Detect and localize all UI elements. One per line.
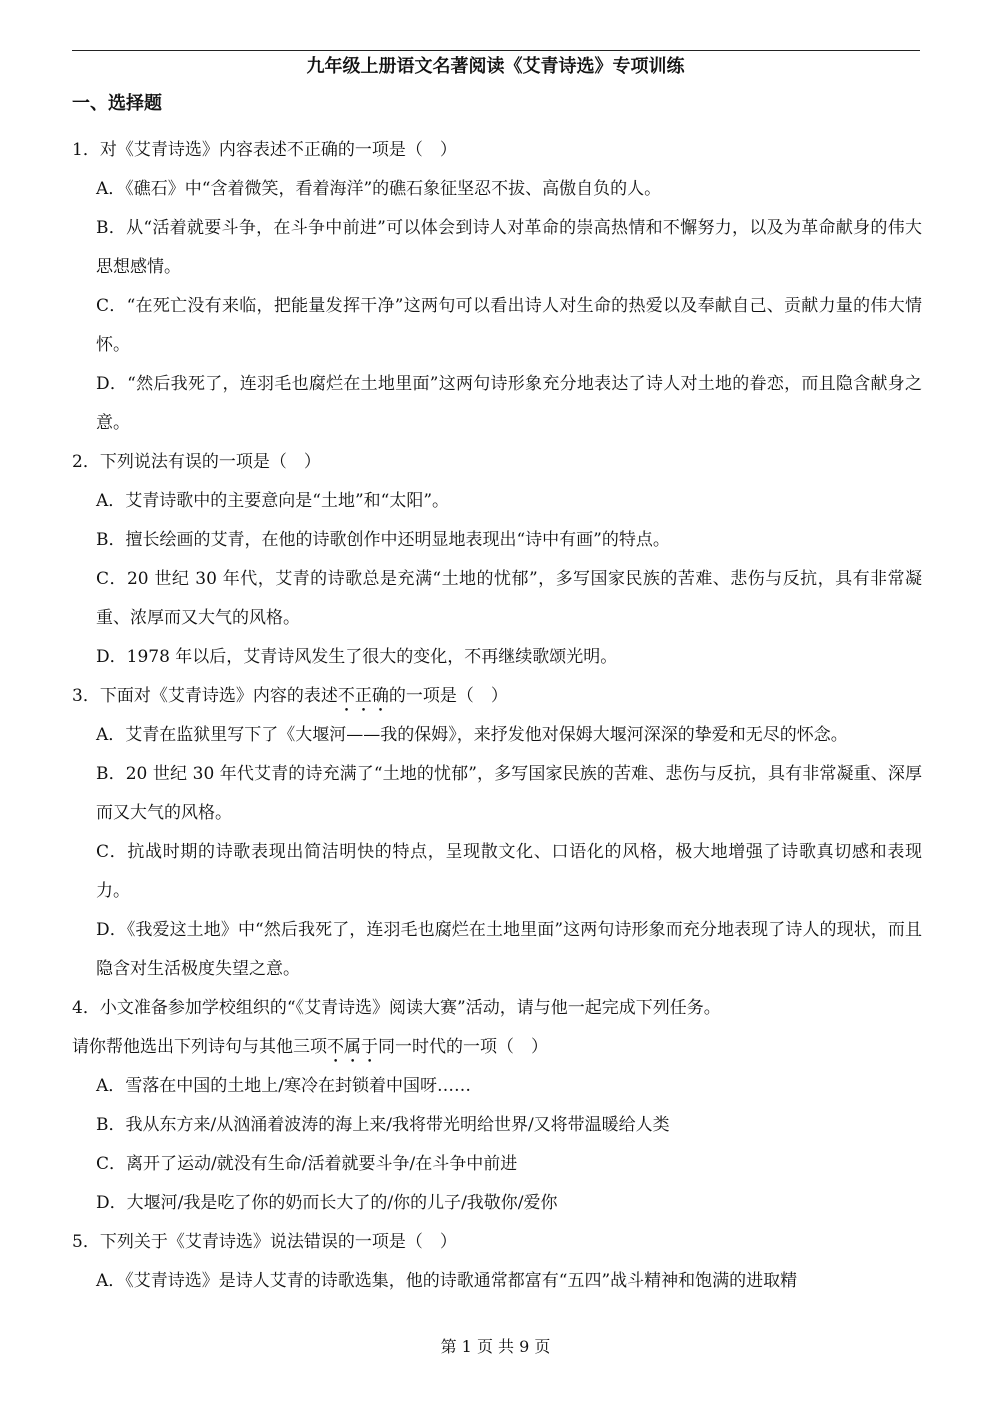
question-1-stem: 1．对《艾青诗选》内容表述不正确的一项是（ ） — [72, 140, 457, 160]
question-3-option-a: A．艾青在监狱里写下了《大堰河——我的保姆》，来抒发他对保姆大堰河深深的挚爱和无尽的怀念。 — [96, 725, 848, 745]
question-4-substem-after: 同一时代的一项（ ） — [378, 1037, 548, 1057]
question-4-option-d: D．大堰河/我是吃了你的奶而长大了的/你的儿子/我敬你/爱你 — [96, 1193, 558, 1213]
question-1-option-b: B．从“活着就要斗争，在斗争中前进”可以体会到诗人对革命的崇高热情和不懈努力，以及为革命献身的伟大思想感情。 — [96, 218, 922, 277]
page-footer: 第 1 页 共 9 页 — [440, 1337, 551, 1356]
question-1-option-d: D．“然后我死了，连羽毛也腐烂在土地里面”这两句诗形象充分地表达了诗人对土地的眷恋，而且隐含献身之意。 — [96, 374, 922, 433]
question-5-stem: 5．下列关于《艾青诗选》说法错误的一项是（ ） — [72, 1232, 457, 1252]
question-4-option-b: B．我从东方来/从汹涌着波涛的海上来/我将带光明给世界/又将带温暖给人类 — [96, 1115, 670, 1135]
question-2-option-b: B．擅长绘画的艾青，在他的诗歌创作中还明显地表现出“诗中有画”的特点。 — [96, 530, 670, 550]
question-3-stem-emphasis: 不正确 — [337, 686, 389, 706]
question-4-substem — [72, 1028, 922, 1067]
question-4-option-a: A．雪落在中国的土地上/寒冷在封锁着中国呀…… — [96, 1076, 472, 1096]
question-1-option-a: A．《礁石》中“含着微笑，看着海洋”的礁石象征坚忍不拔、高傲自负的人。 — [96, 179, 662, 199]
question-4-substem-emphasis: 不属于 — [327, 1037, 378, 1057]
header-rule — [72, 50, 920, 51]
question-3-option-b: B．20 世纪 30 年代艾青的诗充满了“土地的忧郁”，多写国家民族的苦难、悲伤与反抗，具有非常凝重、深厚而又大气的风格。 — [96, 764, 922, 823]
question-3-option-d: D．《我爱这土地》中“然后我死了，连羽毛也腐烂在土地里面”这两句诗形象而充分地表现了诗人的现状，而且隐含对生活极度失望之意。 — [96, 920, 922, 979]
question-2-option-d: D．1978 年以后，艾青诗风发生了很大的变化，不再继续歌颂光明。 — [96, 647, 618, 667]
question-4-option-c: C．离开了运动/就没有生命/活着就要斗争/在斗争中前进 — [96, 1154, 518, 1174]
question-4-stem: 4．小文准备参加学校组织的“《艾青诗选》阅读大赛”活动，请与他一起完成下列任务。 — [72, 998, 721, 1018]
question-2-stem: 2．下列说法有误的一项是（ ） — [72, 452, 321, 472]
section-heading: 一、选择题 — [72, 93, 162, 114]
question-3-stem-before: 3．下面对《艾青诗选》内容的表述 — [72, 686, 338, 706]
question-5-option-a: A．《艾青诗选》是诗人艾青的诗歌选集，他的诗歌通常都富有“五四”战斗精神和饱满的进取精 — [96, 1271, 798, 1291]
question-list — [72, 131, 922, 1301]
question-2-option-a: A．艾青诗歌中的主要意向是“土地”和“太阳”。 — [96, 491, 450, 511]
page-title: 九年级上册语文名著阅读《艾青诗选》专项训练 — [306, 56, 685, 77]
question-2-option-c: C．20 世纪 30 年代，艾青的诗歌总是充满“土地的忧郁”，多写国家民族的苦难、悲伤与反抗，具有非常凝重、浓厚而又大气的风格。 — [96, 569, 922, 628]
question-1-option-c: C．“在死亡没有来临，把能量发挥干净”这两句可以看出诗人对生命的热爱以及奉献自己、贡献力量的伟大情怀。 — [96, 296, 922, 355]
question-4-substem-before: 请你帮他选出下列诗句与其他三项 — [72, 1037, 327, 1057]
question-3-option-c: C．抗战时期的诗歌表现出简洁明快的特点，呈现散文化、口语化的风格，极大地增强了诗歌真切感和表现力。 — [96, 842, 922, 901]
question-3-stem-after: 的一项是（ ） — [388, 686, 508, 706]
question-3-stem — [72, 677, 922, 716]
